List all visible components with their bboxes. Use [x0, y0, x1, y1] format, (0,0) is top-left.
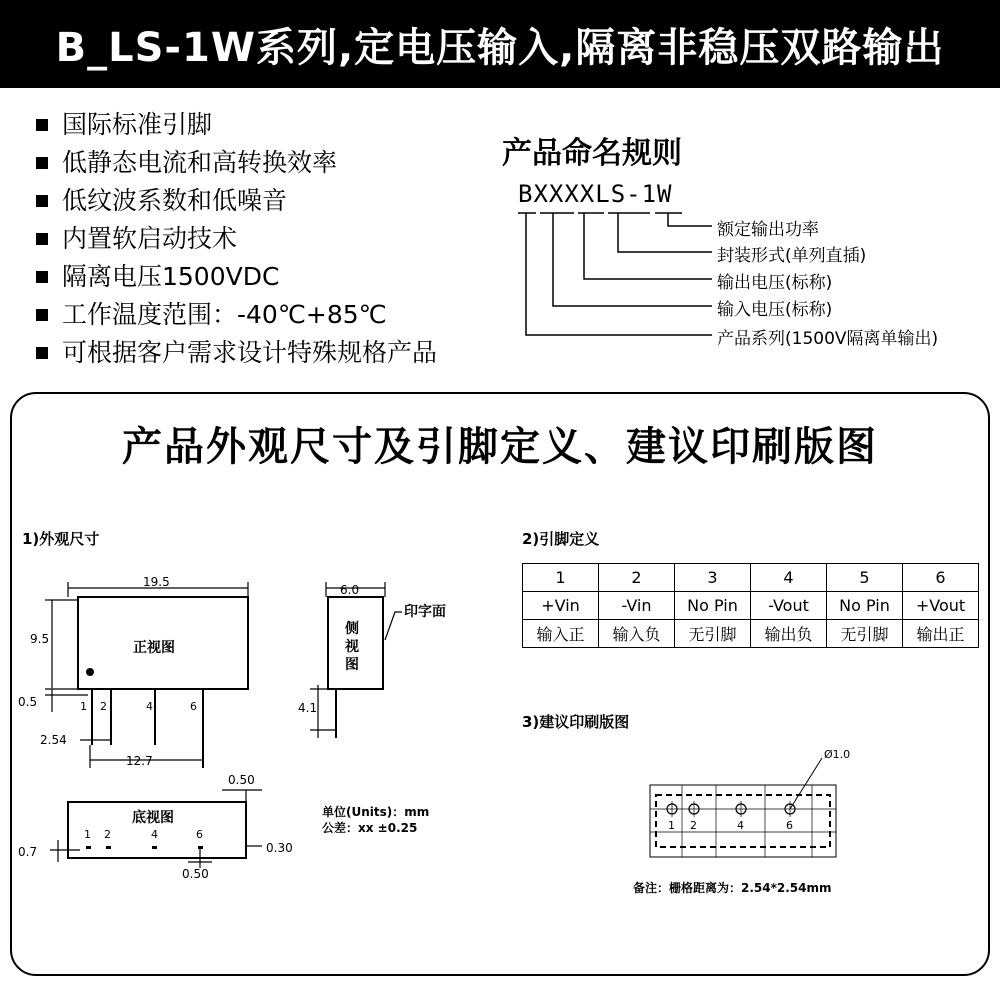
feature-item: 内置软启动技术: [36, 220, 437, 258]
bottom-pin-number: 4: [151, 828, 158, 841]
pin-desc-cell: 输出负: [751, 620, 827, 648]
pin-number-cell: 2: [599, 564, 675, 592]
pcb-layout-heading: 3)建议印刷版图: [522, 713, 630, 731]
feature-item: 可根据客户需求设计特殊规格产品: [36, 334, 437, 372]
feature-item: 隔离电压1500VDC: [36, 258, 437, 296]
span-dim: 12.7: [126, 754, 153, 768]
pin-name-cell: No Pin: [827, 592, 903, 620]
bottom-top-dim: 0.50: [228, 773, 255, 787]
pin-desc-cell: 无引脚: [827, 620, 903, 648]
front-pin-number: 2: [100, 700, 107, 713]
tolerance-note: 公差：xx ±0.25: [322, 821, 418, 835]
pin-name-cell: -Vout: [751, 592, 827, 620]
naming-label: 封装形式(单列直插): [717, 246, 867, 266]
naming-title: 产品命名规则: [502, 136, 682, 171]
pcb-grid-note: 备注：栅格距离为：2.54*2.54mm: [633, 881, 832, 895]
pin-length-dim: 4.1: [298, 701, 318, 715]
pin-desc-cell: 输入负: [599, 620, 675, 648]
bottom-right-dim: 0.30: [266, 841, 293, 855]
front-pin-number: 6: [190, 700, 197, 713]
bottom-pin-dim: 0.50: [182, 867, 209, 881]
naming-code: BXXXXLS-1W: [518, 180, 673, 208]
units-note: 单位(Units)：mm: [322, 805, 430, 819]
pin-desc-cell: 无引脚: [675, 620, 751, 648]
pin-number-cell: 4: [751, 564, 827, 592]
pin-name-cell: +Vin: [523, 592, 599, 620]
feature-item: 低纹波系数和低噪音: [36, 182, 437, 220]
pcb-hole-label: Ø1.0: [824, 748, 851, 761]
pin-definition-heading: 2)引脚定义: [522, 530, 600, 548]
pin-number-cell: 3: [675, 564, 751, 592]
bottom-pin-number: 2: [104, 828, 111, 841]
pin-name-cell: -Vin: [599, 592, 675, 620]
feature-item: 工作温度范围：-40℃+85℃: [36, 296, 437, 334]
panel-title: 产品外观尺寸及引脚定义、建议印刷版图: [122, 424, 878, 470]
standoff-dim: 0.5: [18, 695, 38, 709]
print-face-label: 印字面: [404, 604, 446, 620]
bottom-view-label: 底视图: [132, 810, 174, 826]
bottom-pin-number: 1: [84, 828, 91, 841]
pcb-pin-number: 1: [668, 819, 675, 832]
pitch-dim: 2.54: [40, 733, 67, 747]
pin-desc-cell: 输出正: [903, 620, 979, 648]
pin-name-cell: No Pin: [675, 592, 751, 620]
bottom-pin-number: 6: [196, 828, 203, 841]
side-view-label: 侧视图: [345, 621, 359, 673]
naming-label: 输出电压(标称): [717, 273, 833, 293]
pin-number-cell: 1: [523, 564, 599, 592]
front-pin-number: 4: [146, 700, 153, 713]
front-view-label: 正视图: [133, 640, 175, 656]
feature-item: 国际标准引脚: [36, 106, 437, 144]
front-pin-number: 1: [80, 700, 87, 713]
feature-item: 低静态电流和高转换效率: [36, 144, 437, 182]
pcb-pin-number: 2: [690, 819, 697, 832]
front-width-dim: 19.5: [143, 575, 170, 589]
page-title: B_LS-1W系列,定电压输入,隔离非稳压双路输出: [55, 24, 945, 71]
dimensions-heading: 1)外观尺寸: [22, 530, 100, 548]
naming-label: 额定输出功率: [717, 220, 819, 240]
naming-label: 产品系列(1500V隔离单输出): [717, 329, 939, 349]
pin-name-cell: +Vout: [903, 592, 979, 620]
pcb-pin-number: 6: [786, 819, 793, 832]
depth-dim: 6.0: [340, 583, 360, 597]
bottom-left-dim: 0.7: [18, 845, 38, 859]
front-height-dim: 9.5: [30, 632, 50, 646]
naming-label: 输入电压(标称): [717, 300, 833, 320]
pin-number-cell: 6: [903, 564, 979, 592]
pin-desc-cell: 输入正: [523, 620, 599, 648]
pcb-pin-number: 4: [737, 819, 744, 832]
pin-number-cell: 5: [827, 564, 903, 592]
